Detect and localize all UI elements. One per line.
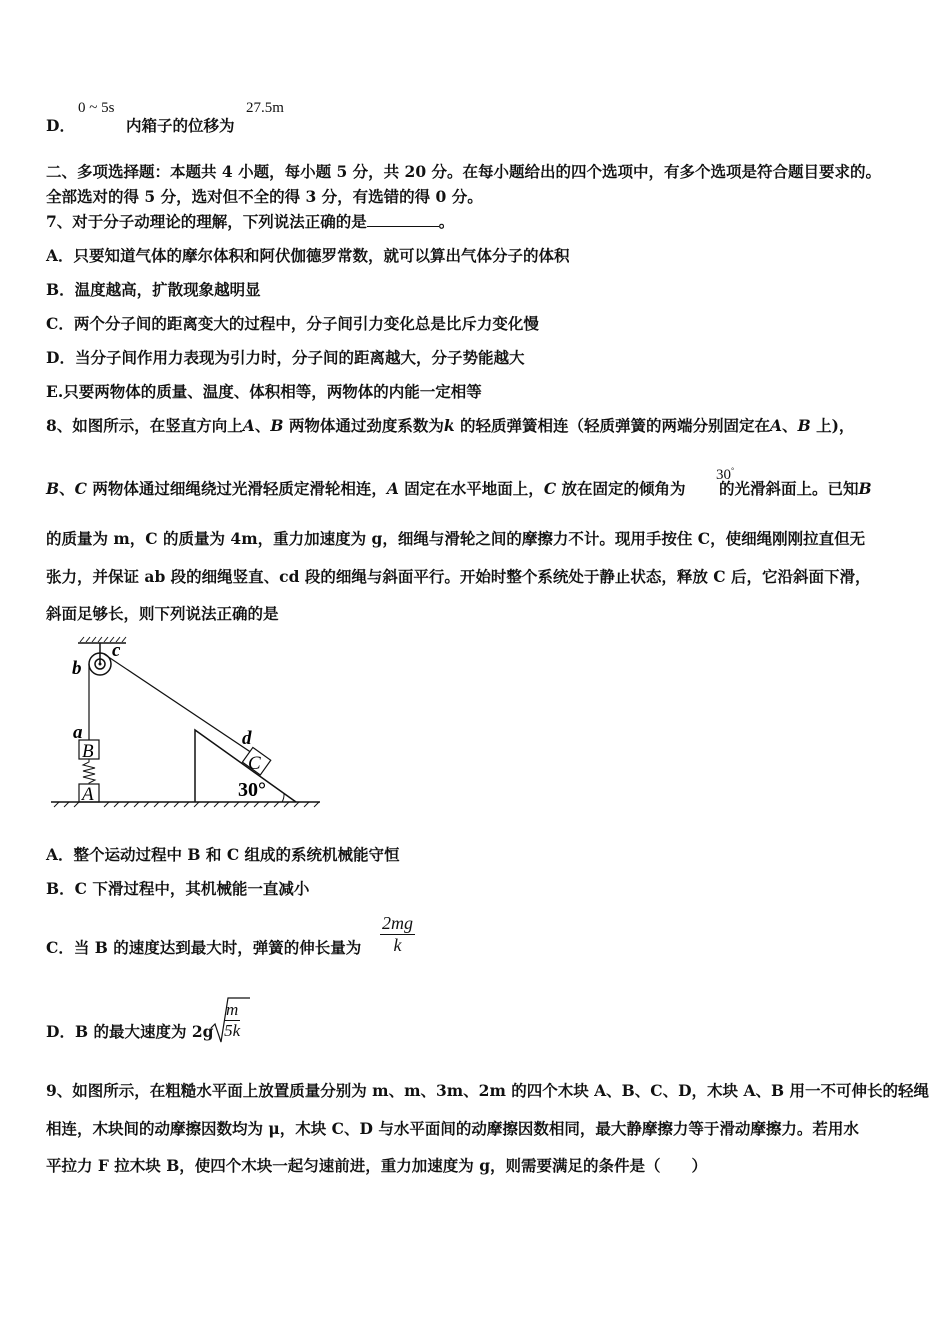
q8-option-c-denominator: k xyxy=(393,935,402,955)
q8-l2-c: C xyxy=(74,479,87,498)
q9-line3: 平拉力 F 拉木块 B，使四个木块一起匀速前进，重力加速度为 g，则需要满足的条件是（ ） xyxy=(46,1156,708,1175)
prev-option-d xyxy=(46,116,75,136)
q8-option-d-denominator: 5k xyxy=(224,1021,241,1040)
q8-l1-i: 、 xyxy=(782,416,798,435)
q8-l1-c: 、 xyxy=(254,416,271,435)
q8-l1-b: A xyxy=(242,416,255,435)
section2-line2: 全部选对的得 5 分，选对但不全的得 3 分，有选错的得 0 分。 xyxy=(46,187,483,206)
q7-stem xyxy=(46,212,454,232)
q8-option-c-numerator: 2mg xyxy=(382,913,413,933)
q8-l1-a: 8、如图所示，在竖直方向上 xyxy=(46,416,243,435)
q7-blank xyxy=(367,212,439,227)
q7-option-d: D．当分子间作用力表现为引力时，分子间的距离越大，分子势能越大 xyxy=(46,348,525,367)
q8-line4: 张力，并保证 ab 段的细绳竖直、cd 段的细绳与斜面平行。开始时整个系统处于静止状态，释放 C 后，它沿斜面下滑， xyxy=(46,567,871,586)
q8-option-b: B．C 下滑过程中，其机械能一直减小 xyxy=(46,879,310,898)
q7-option-e: E.只要两物体的质量、温度、体积相等，两物体的内能一定相等 xyxy=(46,382,482,401)
prev-option-d-text: 内箱子的位移为 xyxy=(126,116,235,135)
label-a: a xyxy=(73,722,83,743)
block-a-label: A xyxy=(82,784,94,805)
prev-option-d-label: D． xyxy=(46,116,75,135)
q9-line1: 9、如图所示，在粗糙水平面上放置质量分别为 m、m、3m、2m 的四个木块 A、B、C、D，木块 A、B 用一不可伸长的轻绳 xyxy=(46,1081,929,1100)
q8-l2-a: B xyxy=(46,479,60,498)
q8-option-d-fraction xyxy=(224,1000,240,1041)
q8-line2 xyxy=(46,479,872,499)
q8-l2-h: 放在固定的倾角为 xyxy=(556,479,686,498)
angle-label: 30° xyxy=(238,779,266,801)
q8-l2-i: 的光滑斜面上。已知 xyxy=(713,479,859,498)
q8-figure xyxy=(46,634,326,810)
incline-angle-degree: ° xyxy=(731,466,735,475)
q8-l2-e: A xyxy=(386,479,399,498)
q8-l1-k: 上)， xyxy=(810,416,855,435)
time-range: 0 ~ 5s xyxy=(78,100,115,116)
q8-l2-d: 两物体通过细绳绕过光滑轻质定滑轮相连， xyxy=(86,479,387,498)
q8-l2-b: 、 xyxy=(59,479,75,498)
q8-l2-g: C xyxy=(543,479,557,498)
q8-option-a: A．整个运动过程中 B 和 C 组成的系统机械能守恒 xyxy=(46,845,400,864)
q8-option-d-numerator: m xyxy=(226,1000,239,1019)
q8-l1-e: 两物体通过劲度系数为 xyxy=(283,416,444,435)
label-c: c xyxy=(112,640,121,661)
q8-l1-g: 的轻质弹簧相连（轻质弹簧的两端分别固定在 xyxy=(454,416,771,435)
q9-line2: 相连，木块间的动摩擦因数均为 μ，木块 C、D 与水平面间的动摩擦因数相同，最大静摩擦力等于滑动摩擦力。若用水 xyxy=(46,1119,859,1138)
spring xyxy=(83,759,95,784)
q7-stem-end: 。 xyxy=(438,212,455,231)
label-d: d xyxy=(242,728,252,749)
q8-option-c: C．当 B 的速度达到最大时，弹簧的伸长量为 xyxy=(46,938,362,957)
block-c-label: C xyxy=(248,753,261,774)
q7-stem-text: 7、对于分子动理论的理解，下列说法正确的是 xyxy=(46,212,367,231)
q8-line5: 斜面足够长，则下列说法正确的是 xyxy=(46,604,279,623)
q8-l2-f: 固定在水平地面上， xyxy=(398,479,544,498)
displacement-value: 27.5m xyxy=(246,100,284,116)
q8-l1-j: B xyxy=(797,416,811,435)
section2-line1: 二、多项选择题：本题共 4 小题，每小题 5 分，共 20 分。在每小题给出的四个选项中，有多个选项是符合题目要求的。 xyxy=(46,162,882,181)
q8-line1 xyxy=(46,416,854,436)
q7-option-c: C．两个分子间的距离变大的过程中，分子间引力变化总是比斥力变化慢 xyxy=(46,314,539,333)
q8-line3: 的质量为 m，C 的质量为 4m，重力加速度为 g，细绳与滑轮之间的摩擦力不计。现用手按住 C，使细绳刚刚拉直但无 xyxy=(46,529,866,548)
q7-option-b: B．温度越高，扩散现象越明显 xyxy=(46,280,261,299)
q8-l1-d: B xyxy=(270,416,284,435)
q8-option-c-fraction xyxy=(380,913,415,956)
incline-angle-value: 30 xyxy=(716,467,731,483)
q8-l2-j: B xyxy=(858,479,872,498)
q7-option-a: A．只要知道气体的摩尔体积和阿伏伽德罗常数，就可以算出气体分子的体积 xyxy=(46,246,570,265)
q8-option-d: D．B 的最大速度为 2g xyxy=(46,1022,214,1041)
incline-angle xyxy=(716,466,734,484)
block-b-label: B xyxy=(82,741,94,762)
q8-l1-f: k xyxy=(443,416,455,435)
label-b: b xyxy=(72,658,82,679)
q8-l1-h: A xyxy=(770,416,783,435)
